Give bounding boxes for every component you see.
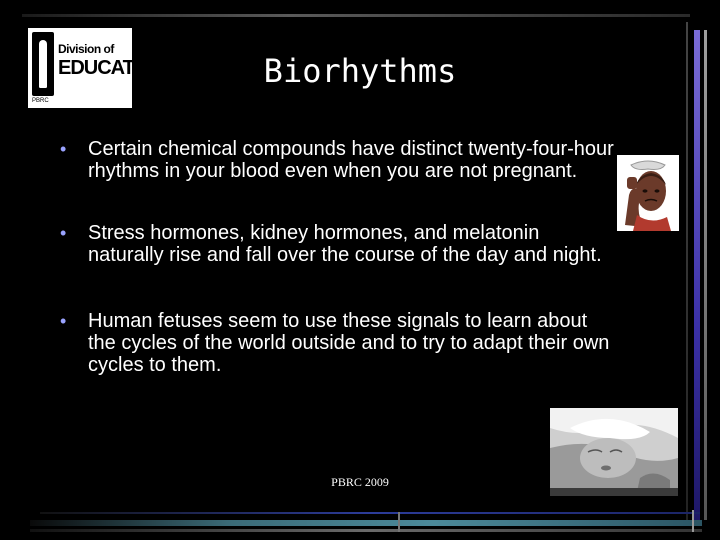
bullet-text: Certain chemical compounds have distinct twenty-four-hour rhythms in your blood even when you are not pregnant. <box>88 138 614 182</box>
slide-title: Biorhythms <box>263 52 457 90</box>
footer-credit: PBRC 2009 <box>331 475 389 489</box>
bullet-dot-icon: • <box>60 139 67 159</box>
woman-headache-illustration <box>617 155 679 231</box>
frame-right-inner-line <box>686 22 688 522</box>
bullet-text: Stress hormones, kidney hormones, and melatonin naturally rise and fall over the course of the day and night. <box>88 222 602 266</box>
logo-line1: Division of <box>58 42 114 56</box>
logo-small-print: PBRC <box>32 98 49 104</box>
bullet-item <box>60 222 620 266</box>
logo-figure-icon <box>32 32 54 96</box>
bullet-item <box>60 310 620 376</box>
frame-bottom-outer-line <box>30 529 702 532</box>
sleeping-baby-photo <box>550 408 678 496</box>
frame-bottom-inner-line <box>40 512 700 514</box>
sleeping-baby-icon <box>550 408 678 496</box>
bullet-text: Human fetuses seem to use these signals to learn about the cycles of the world outside and to try to adapt their own cycles to them. <box>88 310 610 376</box>
frame-bottom-tick <box>398 512 400 532</box>
logo-line2: EDUCATION <box>58 57 167 79</box>
woman-headache-icon <box>617 155 679 231</box>
bullet-dot-icon: • <box>60 311 67 331</box>
frame-corner-tick <box>692 510 694 532</box>
frame-top-line <box>22 14 690 17</box>
frame-right-bar <box>694 30 700 520</box>
bullet-dot-icon: • <box>60 223 67 243</box>
frame-bottom-bar <box>30 520 702 526</box>
bullet-item <box>60 138 620 182</box>
bullet-list <box>60 138 620 376</box>
frame-right-outer-line <box>704 30 707 520</box>
division-of-education-logo <box>28 28 167 108</box>
